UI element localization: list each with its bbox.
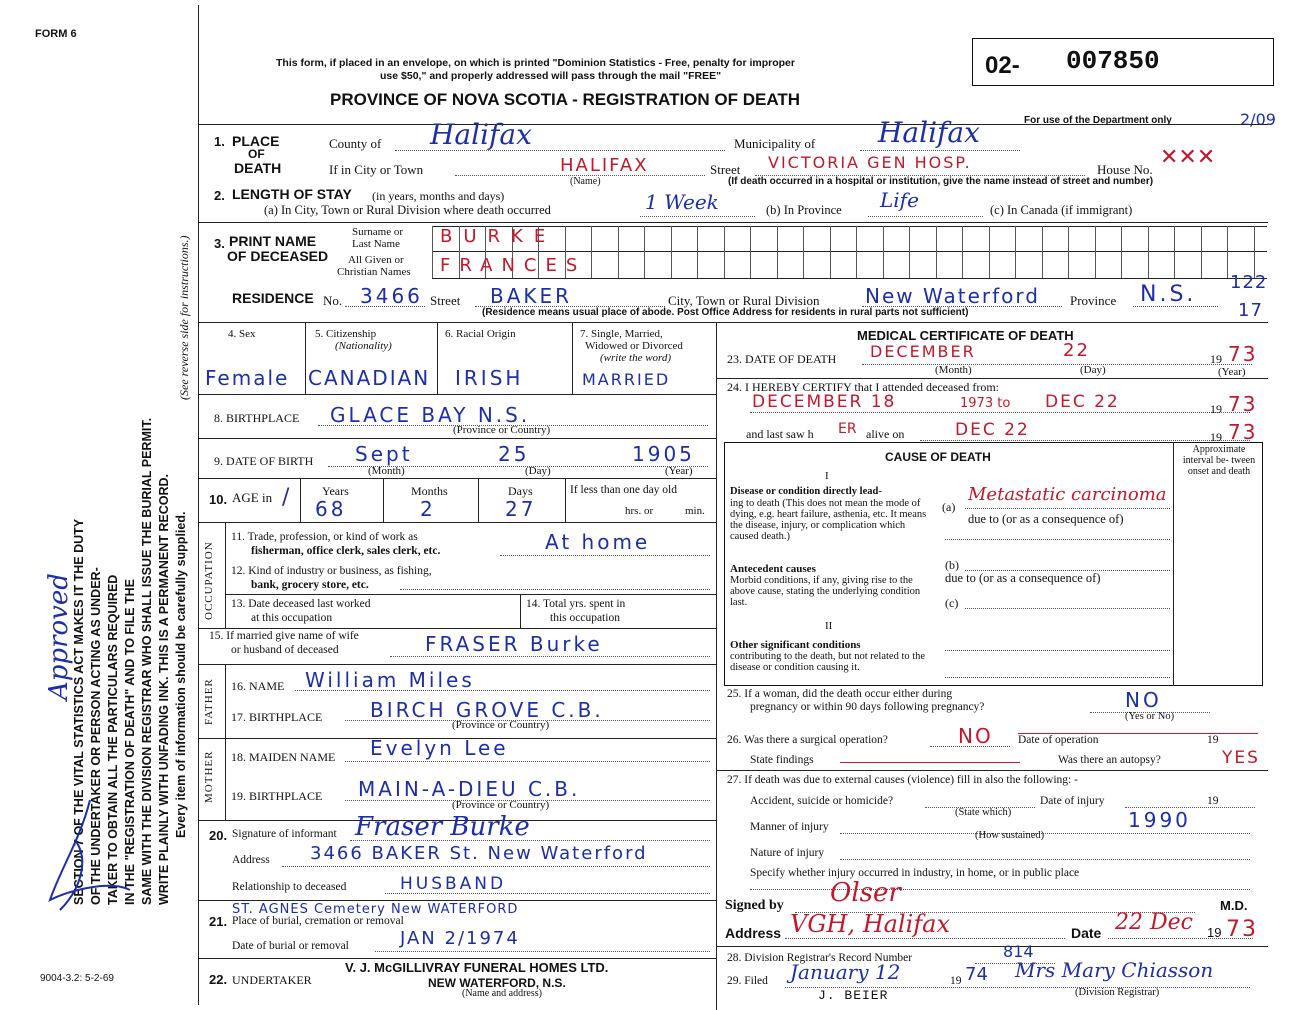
last-saw-year-pre: 19 bbox=[1210, 430, 1222, 444]
filed-value: January 12 bbox=[790, 960, 901, 984]
injury-date-label: Date of injury bbox=[1040, 795, 1105, 807]
mother-maiden-label: 18. MAIDEN NAME bbox=[231, 750, 336, 764]
cause-title: CAUSE OF DEATH bbox=[885, 450, 991, 464]
printer-code: 9004-3.2: 5-2-69 bbox=[40, 973, 114, 984]
residence-label: RESIDENCE bbox=[232, 290, 314, 306]
how-sustained-caption: (How sustained) bbox=[975, 830, 1045, 841]
accident-label: Accident, suicide or homicide? bbox=[750, 795, 894, 807]
medical-title: MEDICAL CERTIFICATE OF DEATH bbox=[857, 328, 1074, 343]
autopsy-label: Was there an autopsy? bbox=[1058, 754, 1161, 766]
address-label: Address bbox=[725, 925, 782, 941]
spouse-value: FRASER Burke bbox=[425, 632, 603, 656]
dob-month: Sept bbox=[355, 442, 413, 466]
father-name: William Miles bbox=[305, 668, 475, 692]
undertaker-label: UNDERTAKER bbox=[232, 973, 312, 987]
side-text-line1: SECTION 7 OF THE VITAL STATISTICS ACT MAKES IT THE DUTY bbox=[72, 518, 86, 905]
registrar-caption: (Division Registrar) bbox=[1075, 987, 1160, 998]
q29-label: 29. Filed bbox=[727, 975, 768, 987]
last-saw-date: DEC 22 bbox=[955, 420, 1030, 440]
manner-label: Manner of injury bbox=[750, 821, 829, 833]
total-years-label2: this occupation bbox=[550, 612, 620, 624]
place-label: PLACE bbox=[232, 133, 280, 149]
residence-province: N.S. bbox=[1140, 282, 1197, 307]
findings-label: State findings bbox=[750, 754, 814, 766]
margin-note: Approved bbox=[44, 573, 74, 700]
county-label: County of bbox=[329, 136, 382, 151]
last-worked-label2: at this occupation bbox=[251, 612, 333, 624]
place-label2: OF bbox=[248, 147, 265, 161]
name-grid-cell-divider bbox=[697, 226, 698, 278]
op-date-label: Date of operation bbox=[1018, 734, 1099, 746]
attended-year-pre: 19 bbox=[1210, 402, 1222, 416]
informant-address-label: Address bbox=[232, 854, 270, 866]
name-grid-cell-divider bbox=[750, 226, 751, 278]
q27-label: 27. If death was due to external causes (violence) fill in also the following: - bbox=[727, 774, 1078, 786]
dod-day: 22 bbox=[1063, 340, 1090, 361]
name-grid-cell-divider bbox=[1201, 226, 1202, 278]
age-num: 10. bbox=[209, 492, 228, 507]
antecedent-text: Morbid conditions, if any, giving rise to the above cause, stating the underlying condition last. bbox=[730, 575, 921, 608]
due-to-label-b: due to (or as a consequence of) bbox=[945, 571, 1101, 585]
city-label: If in City or Town bbox=[329, 162, 424, 177]
side-text-line8: (See reverse side for instructions.) bbox=[177, 235, 191, 400]
age-months: 2 bbox=[420, 497, 436, 521]
cause-section2: II bbox=[825, 620, 833, 632]
name-grid-cell-divider bbox=[1015, 226, 1016, 278]
marital-label: 7. Single, Married, bbox=[580, 328, 663, 340]
sex-value: Female bbox=[205, 366, 290, 390]
stay-b-label: (b) In Province bbox=[766, 203, 842, 217]
other-text: contributing to the death, but not related to the disease or condition causing it. bbox=[730, 651, 926, 673]
name-grid-cell-divider bbox=[1121, 226, 1122, 278]
residence-dept-code1: 122 bbox=[1230, 272, 1268, 293]
name-grid-cell-divider bbox=[803, 226, 804, 278]
mother-birthplace: MAIN-A-DIEU C.B. bbox=[358, 777, 581, 801]
q1-num: 1. bbox=[214, 134, 225, 149]
age-checkmark: / bbox=[282, 485, 293, 510]
side-text-line6: WRITE PLAINLY WITH UNFADING INK. THIS IS A PERMANENT RECORD. bbox=[157, 473, 171, 905]
last-saw-year: 73 bbox=[1228, 420, 1258, 444]
age-days: 27 bbox=[505, 497, 537, 521]
name-grid-cell-divider bbox=[591, 226, 592, 278]
q2-num: 2. bbox=[214, 188, 225, 203]
street-value: VICTORIA GEN HOSP. bbox=[768, 153, 972, 172]
nature-label: Nature of injury bbox=[750, 847, 825, 859]
dod-month: DECEMBER bbox=[870, 342, 976, 361]
last-worked-label: 13. Date deceased last worked bbox=[231, 598, 371, 610]
last-saw-her: ER bbox=[838, 421, 857, 437]
residence-city: New Waterford bbox=[865, 284, 1040, 308]
registration-prefix: 02- bbox=[985, 52, 1020, 79]
op-year-pre: 19 bbox=[1207, 734, 1219, 746]
mother-birthplace-label: 19. BIRTHPLACE bbox=[231, 789, 323, 803]
father-birthplace-caption: (Province or Country) bbox=[452, 719, 550, 731]
name-grid-cell-divider bbox=[777, 226, 778, 278]
name-grid-cell-divider bbox=[1148, 226, 1149, 278]
attended-year: 73 bbox=[1228, 392, 1258, 416]
informant-relation: HUSBAND bbox=[400, 874, 507, 894]
dod-label: 23. DATE OF DEATH bbox=[727, 352, 837, 366]
burial-date: JAN 2/1974 bbox=[400, 928, 520, 949]
stay-label: LENGTH OF STAY bbox=[232, 186, 352, 202]
name-label2: OF DECEASED bbox=[227, 248, 329, 264]
name-grid-cell-divider bbox=[1227, 226, 1228, 278]
name-grid-cell-divider bbox=[1254, 226, 1255, 278]
dob-day: 25 bbox=[498, 442, 530, 466]
dept-use-label: For use of the Department only bbox=[1024, 115, 1172, 126]
residence-province-label: Province bbox=[1070, 293, 1117, 308]
stay-a-label: (a) In City, Town or Rural Division where death occurred bbox=[264, 203, 551, 217]
trade-label: 11. Trade, profession, or kind of work as bbox=[231, 531, 418, 543]
sex-label: 4. Sex bbox=[228, 328, 256, 340]
dob-year-caption: (Year) bbox=[665, 465, 693, 477]
q28-value: 814 bbox=[1003, 942, 1034, 961]
undertaker-num: 22. bbox=[209, 972, 228, 987]
signed-label: Signed by bbox=[725, 898, 784, 913]
residence-no-label: No. bbox=[323, 293, 343, 308]
stay-note: (in years, months and days) bbox=[372, 189, 505, 203]
min-label: min. bbox=[685, 505, 705, 517]
interval-label: Approximate interval be- tween onset and death bbox=[1182, 444, 1256, 477]
birthplace-label: 8. BIRTHPLACE bbox=[214, 411, 300, 425]
birthplace-caption: (Province or Country) bbox=[453, 424, 551, 436]
father-name-label: 16. NAME bbox=[231, 679, 285, 693]
total-years-label: 14. Total yrs. spent in bbox=[526, 598, 626, 610]
name-label: PRINT NAME bbox=[229, 233, 317, 249]
name-grid-cell-divider bbox=[830, 226, 831, 278]
father-birthplace: BIRCH GROVE C.B. bbox=[370, 698, 604, 722]
notice-line1: This form, if placed in an envelope, on which is printed "Dominion Statistics - Free, penalty for improper bbox=[276, 57, 795, 69]
cause-section1: I bbox=[825, 470, 829, 482]
date-label: Date bbox=[1071, 925, 1102, 941]
last-saw-label2: alive on bbox=[866, 427, 905, 441]
name-grid-cell-divider bbox=[936, 226, 937, 278]
dod-day-caption: (Day) bbox=[1080, 364, 1106, 376]
given-value: FRANCES bbox=[440, 255, 587, 276]
stay-b-value: Life bbox=[880, 188, 919, 212]
trade-label2: fisherman, office clerk, sales clerk, etc. bbox=[251, 545, 441, 557]
industry-label2: bank, grocery store, etc. bbox=[251, 579, 369, 591]
years-label: Years bbox=[322, 484, 349, 498]
specify-label: Specify whether injury occurred in industry, in home, or in public place bbox=[750, 867, 1080, 879]
county-value: Halifax bbox=[430, 118, 532, 151]
disease-text: ing to death (This does not mean the mode of dying, e.g. heart failure, asthenia, etc. It means the disease, injury, or complication which caused death.) bbox=[730, 498, 927, 542]
name-grid-cell-divider bbox=[1174, 226, 1175, 278]
father-birthplace-label: 17. BIRTHPLACE bbox=[231, 710, 323, 724]
md-label: M.D. bbox=[1220, 898, 1248, 913]
age-years: 68 bbox=[315, 497, 347, 521]
side-text-line2: OF THE UNDERTAKER OR PERSON ACTING AS UNDER- bbox=[89, 567, 103, 905]
house-crossout: ✕✕✕ bbox=[1160, 145, 1216, 170]
residence-no: 3466 bbox=[360, 284, 423, 308]
mother-birthplace-caption: (Province or Country) bbox=[452, 799, 550, 811]
registrar-stamp: J. BEIER bbox=[818, 988, 889, 1003]
side-text-line4: IN THE "REGISTRATION OF DEATH" AND TO FILE THE bbox=[123, 579, 137, 905]
autopsy-value: YES bbox=[1222, 748, 1260, 768]
age-label: AGE in bbox=[232, 490, 273, 505]
house-label: House No. bbox=[1097, 162, 1153, 177]
undertaker-value: V. J. McGILLIVRAY FUNERAL HOMES LTD. bbox=[345, 960, 609, 975]
burial-place-label: Place of burial, cremation or removal bbox=[232, 915, 404, 927]
name-grid-cell-divider bbox=[724, 226, 725, 278]
residence-street: BAKER bbox=[490, 284, 573, 308]
informant-relation-label: Relationship to deceased bbox=[232, 881, 347, 893]
given-label2: Christian Names bbox=[337, 266, 411, 278]
street-label: Street bbox=[710, 162, 741, 177]
injury-year-pre: 19 bbox=[1207, 795, 1219, 807]
burial-date-label: Date of burial or removal bbox=[232, 940, 349, 952]
manner-value: 1990 bbox=[1128, 808, 1191, 832]
birthplace-value: GLACE BAY N.S. bbox=[330, 403, 531, 427]
dod-year-pre: 19 bbox=[1210, 352, 1222, 366]
dod-year-caption: (Year) bbox=[1218, 366, 1246, 378]
disease-label: Disease or condition directly lead- bbox=[730, 486, 882, 497]
cause-c-label: (c) bbox=[945, 596, 959, 610]
margin-scribble bbox=[20, 780, 150, 930]
notice-line2: use $50," and properly addressed will pass through the mail "FREE" bbox=[380, 70, 722, 82]
attended-from: DECEMBER 18 bbox=[752, 392, 897, 412]
surname-label: Surname or bbox=[352, 226, 404, 238]
dod-month-caption: (Month) bbox=[935, 364, 972, 376]
trade-value: At home bbox=[545, 530, 651, 554]
q25-value: NO bbox=[1125, 688, 1162, 712]
name-grid-cell-divider bbox=[644, 226, 645, 278]
dob-label: 9. DATE OF BIRTH bbox=[214, 454, 314, 468]
dod-year: 73 bbox=[1228, 342, 1258, 366]
residence-city-label: City, Town or Rural Division bbox=[668, 293, 820, 308]
name-grid-cell-divider bbox=[671, 226, 672, 278]
residence-dept-code2: 17 bbox=[1238, 300, 1263, 321]
antecedent-label: Antecedent causes bbox=[730, 563, 816, 575]
date-year: 73 bbox=[1226, 917, 1258, 942]
marital-value: MARRIED bbox=[582, 370, 671, 389]
registration-number: 007850 bbox=[1066, 46, 1160, 76]
cause-b-label: (b) bbox=[945, 558, 959, 572]
race-value: IRISH bbox=[455, 366, 524, 390]
surname-label2: Last Name bbox=[352, 238, 400, 250]
name-grid-cell-divider bbox=[1095, 226, 1096, 278]
mother-side-label: MOTHER bbox=[203, 750, 215, 803]
father-side-label: FATHER bbox=[203, 678, 215, 725]
name-grid-cell-divider bbox=[1068, 226, 1069, 278]
name-grid-cell-divider bbox=[618, 226, 619, 278]
municipality-value: Halifax bbox=[878, 116, 980, 149]
citizenship-label: 5. Citizenship bbox=[315, 328, 377, 340]
name-grid-cell-divider bbox=[856, 226, 857, 278]
place-label3: DEATH bbox=[234, 160, 282, 176]
address-value: VGH, Halifax bbox=[790, 910, 951, 938]
marital-label3: (write the word) bbox=[600, 352, 672, 364]
municipality-label: Municipality of bbox=[734, 136, 816, 151]
city-value: HALIFAX bbox=[560, 155, 649, 176]
filed-year-pre: 19 bbox=[950, 975, 962, 987]
race-label: 6. Racial Origin bbox=[445, 328, 516, 340]
hrs-label: hrs. or bbox=[625, 505, 654, 517]
citizenship-label2: (Nationality) bbox=[335, 340, 392, 352]
last-saw-label: and last saw h bbox=[746, 427, 814, 441]
less-than-day-label: If less than one day old bbox=[570, 484, 677, 496]
burial-place: ST. AGNES Cemetery New WATERFORD bbox=[232, 902, 519, 917]
name-grid-cell-divider bbox=[909, 226, 910, 278]
burial-num: 21. bbox=[209, 914, 228, 929]
q25-label: 25. If a woman, did the death occur either during bbox=[727, 688, 953, 700]
residence-note: (Residence means usual place of abode. Post Office Address for residents in rural parts not sufficient) bbox=[482, 307, 969, 318]
stay-a-value: 1 Week bbox=[645, 190, 719, 214]
city-name-caption: (Name) bbox=[570, 176, 601, 187]
form-title: PROVINCE OF NOVA SCOTIA - REGISTRATION OF DEATH bbox=[330, 90, 801, 109]
spouse-label: 15. If married give name of wife bbox=[209, 630, 359, 642]
dob-month-caption: (Month) bbox=[368, 465, 405, 477]
date-value: 22 Dec bbox=[1115, 910, 1193, 935]
spouse-label2: or husband of deceased bbox=[231, 644, 339, 656]
q26-label: 26. Was there a surgical operation? bbox=[727, 734, 888, 746]
informant-num: 20. bbox=[209, 828, 228, 843]
undertaker-value2: NEW WATERFORD, N.S. bbox=[428, 976, 566, 990]
q28-label: 28. Division Registrar's Record Number bbox=[727, 952, 913, 964]
attended-to: DEC 22 bbox=[1045, 392, 1120, 412]
months-label: Months bbox=[411, 484, 448, 498]
q26-value: NO bbox=[958, 724, 993, 748]
surname-value: BURKE bbox=[440, 226, 557, 247]
yes-no-caption: (Yes or No) bbox=[1125, 711, 1175, 722]
name-grid-cell-divider bbox=[883, 226, 884, 278]
side-text-line3: TAKER TO OBTAIN ALL THE PARTICULARS REQUIRED bbox=[106, 574, 120, 905]
signed-value: Olser bbox=[830, 878, 901, 908]
informant-signature: Fraser Burke bbox=[355, 812, 530, 842]
side-text-line7: Every item of information should be carefully supplied. bbox=[174, 511, 188, 838]
name-grid-cell-divider bbox=[1042, 226, 1043, 278]
dept-mark: 2/09 bbox=[1240, 110, 1276, 129]
residence-street-label: Street bbox=[430, 293, 461, 308]
given-label: All Given or bbox=[348, 254, 404, 266]
cause-a-label: (a) bbox=[942, 500, 956, 514]
days-label: Days bbox=[508, 484, 533, 498]
q25-label2: pregnancy or within 90 days following pregnancy? bbox=[750, 701, 985, 713]
q3-num: 3. bbox=[214, 236, 225, 251]
citizenship-value: CANADIAN bbox=[308, 366, 431, 390]
dob-year: 1905 bbox=[632, 442, 695, 466]
cause-a-value: Metastatic carcinoma bbox=[968, 484, 1167, 505]
name-grid-cell-divider bbox=[432, 226, 433, 278]
attended-mid: 1973 to bbox=[960, 396, 1011, 411]
stay-c-label: (c) In Canada (if immigrant) bbox=[990, 203, 1133, 217]
industry-label: 12. Kind of industry or business, as fishing, bbox=[231, 565, 432, 577]
due-to-label-a: due to (or as a consequence of) bbox=[968, 512, 1124, 526]
name-grid-cell-divider bbox=[989, 226, 990, 278]
undertaker-caption: (Name and address) bbox=[462, 988, 542, 999]
dob-day-caption: (Day) bbox=[525, 465, 551, 477]
informant-sig-label: Signature of informant bbox=[232, 828, 337, 840]
hospital-note: (If death occurred in a hospital or institution, give the name instead of street and number) bbox=[728, 176, 1154, 187]
date-year-pre: 19 bbox=[1207, 925, 1222, 940]
side-text-line5: SAME WITH THE DIVISION REGISTRAR WHO SHALL ISSUE THE BURIAL PERMIT. bbox=[140, 417, 154, 905]
state-which-caption: (State which) bbox=[955, 807, 1012, 818]
marital-label2: Widowed or Divorced bbox=[585, 340, 683, 352]
informant-address: 3466 BAKER St. New Waterford bbox=[310, 843, 648, 864]
mother-maiden: Evelyn Lee bbox=[370, 736, 509, 760]
registrar-signature: Mrs Mary Chiasson bbox=[1015, 958, 1214, 982]
occupation-side-label: OCCUPATION bbox=[203, 541, 215, 620]
form-number-label: FORM 6 bbox=[35, 28, 77, 40]
name-grid-cell-divider bbox=[962, 226, 963, 278]
other-label: Other significant conditions bbox=[730, 639, 861, 651]
filed-year: 74 bbox=[965, 964, 988, 985]
attended-label: 24. I HEREBY CERTIFY that I attended deceased from: bbox=[727, 380, 999, 394]
